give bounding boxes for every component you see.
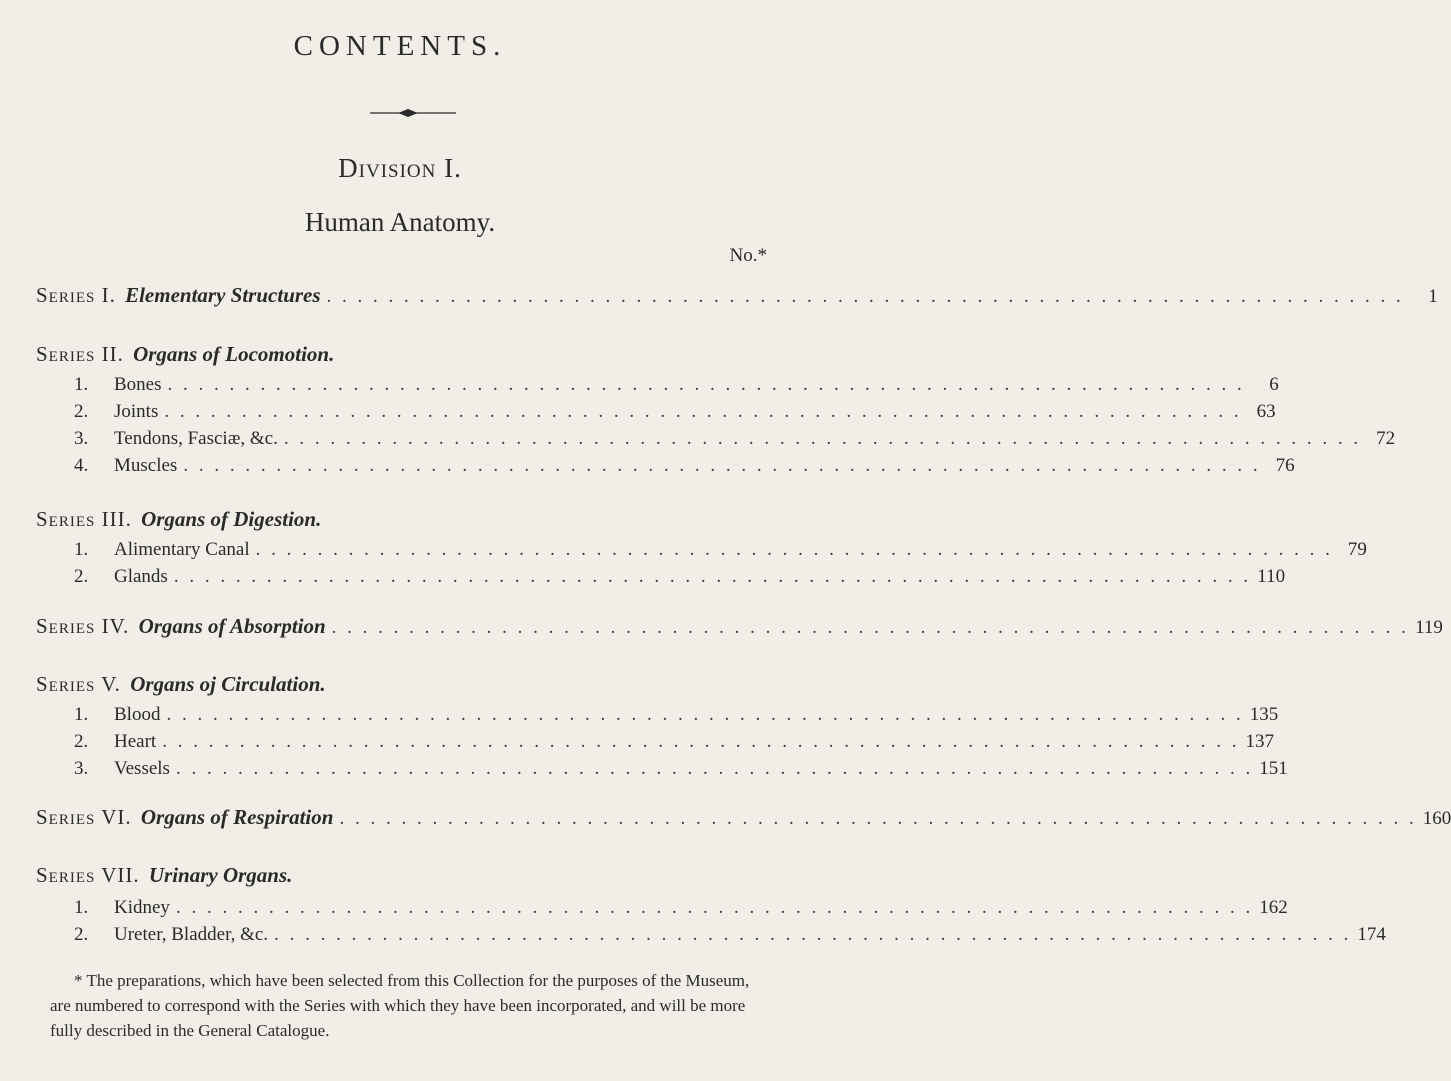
series-title: Organs of Absorption	[138, 614, 326, 638]
item-label: Kidney	[114, 897, 170, 918]
toc-entry-series-4	[36, 614, 1443, 640]
leader-dots: . . . . . . . . . . . . . . . . . . . . . . . . . . . . . . . . . . . . . . . . . . . . . . . . . . . . . . . . . . . . . . . . . . . . . .	[175, 897, 1254, 918]
toc-entry	[74, 401, 1276, 427]
item-number: 2.	[74, 731, 89, 752]
page-number: 110	[1257, 566, 1286, 587]
page-number: 151	[1259, 758, 1288, 779]
page-number: 1	[1428, 286, 1438, 307]
item-label: Heart	[114, 731, 157, 752]
leader-dots: . . . . . . . . . . . . . . . . . . . . . . . . . . . . . . . . . . . . . . . . . . . . . . . . . . . . . . . . . . . . . . . . . . . . . .	[183, 455, 1261, 476]
footnote: * The preparations, which have been selected from this Collection for the purposes of the Museum, are numbered to correspond with the Series with which they have been incorporated, and will be more fully described in the General Catalogue.	[50, 971, 750, 1040]
toc-entry	[74, 455, 1295, 481]
leader-dots: . . . . . . . . . . . . . . . . . . . . . . . . . . . . . . . . . . . . . . . . . . . . . . . . . . . . . . . . . . . . . . . . . . . . . .	[339, 808, 1417, 829]
leader-dots: . . . . . . . . . . . . . . . . . . . . . . . . . . . . . . . . . . . . . . . . . . . . . . . . . . . . . . . . . . . . . . . . . . . . . .	[274, 924, 1352, 945]
toc-entry-series-1	[36, 283, 1438, 309]
item-label: Alimentary Canal	[114, 539, 250, 560]
page-number: 162	[1259, 897, 1288, 918]
leader-dots: . . . . . . . . . . . . . . . . . . . . . . . . . . . . . . . . . . . . . . . . . . . . . . . . . . . . . . . . . . . . . . . . . . . . . .	[175, 758, 1254, 779]
page-number-column-header: No.*	[729, 245, 767, 266]
leader-dots: . . . . . . . . . . . . . . . . . . . . . . . . . . . . . . . . . . . . . . . . . . . . . . . . . . . . . . . . . . . . . . . . . . . . . .	[164, 401, 1242, 422]
item-label: Tendons, Fasciæ, &c.	[114, 428, 278, 449]
page-number: 137	[1245, 731, 1274, 752]
series-label: Series VI.	[36, 805, 132, 829]
item-number: 2.	[74, 566, 89, 587]
toc-entry	[74, 539, 1367, 565]
item-label: Vessels	[114, 758, 170, 779]
series-label: Series III.	[36, 507, 132, 531]
page-number: 63	[1256, 401, 1276, 422]
toc-entry	[74, 897, 1288, 923]
item-number: 1.	[74, 897, 89, 918]
series-title: Organs of Respiration	[140, 805, 334, 829]
series-heading	[36, 342, 334, 367]
series-heading	[36, 283, 321, 308]
toc-entry	[74, 374, 1279, 400]
series-heading	[36, 614, 326, 639]
series-title: Urinary Organs.	[148, 863, 293, 887]
page-number: 160	[1422, 808, 1451, 829]
item-number: 1.	[74, 539, 89, 560]
item-label: Bones	[114, 374, 162, 395]
series-label: Series I.	[36, 283, 116, 307]
page-number: 135	[1249, 704, 1279, 725]
leader-dots: . . . . . . . . . . . . . . . . . . . . . . . . . . . . . . . . . . . . . . . . . . . . . . . . . . . . . . . . . . . . . . . . . . . . . .	[166, 704, 1244, 725]
toc-entry	[74, 566, 1286, 592]
toc-entry	[74, 924, 1386, 950]
toc-entry	[74, 758, 1288, 784]
page-number: 119	[1415, 617, 1443, 638]
item-label: Joints	[114, 401, 159, 422]
series-title: Organs of Digestion.	[141, 507, 322, 531]
leader-dots: . . . . . . . . . . . . . . . . . . . . . . . . . . . . . . . . . . . . . . . . . . . . . . . . . . . . . . . . . . . . . . . . . . . . . .	[326, 286, 1404, 307]
toc-entry	[74, 704, 1279, 730]
leader-dots: . . . . . . . . . . . . . . . . . . . . . . . . . . . . . . . . . . . . . . . . . . . . . . . . . . . . . . . . . . . . . . . . . . . . . .	[283, 428, 1362, 449]
item-number: 2.	[74, 401, 89, 422]
series-label: Series VII.	[36, 863, 140, 887]
series-label: Series II.	[36, 342, 124, 366]
page-number: 76	[1275, 455, 1295, 476]
series-title: Elementary Structures	[125, 283, 321, 307]
series-heading	[36, 863, 292, 888]
division-heading: Division I.	[338, 153, 462, 183]
item-number: 2.	[74, 924, 89, 945]
leader-dots: . . . . . . . . . . . . . . . . . . . . . . . . . . . . . . . . . . . . . . . . . . . . . . . . . . . . . . . . . . . . . . . . . . . . . .	[173, 566, 1252, 587]
leader-dots: . . . . . . . . . . . . . . . . . . . . . . . . . . . . . . . . . . . . . . . . . . . . . . . . . . . . . . . . . . . . . . . . . . . . . .	[255, 539, 1333, 560]
series-label: Series IV.	[36, 614, 130, 638]
page-title: CONTENTS.	[293, 30, 507, 62]
item-number: 1.	[74, 704, 89, 725]
ornament-divider-icon	[370, 108, 456, 118]
page-number: 6	[1269, 374, 1279, 395]
leader-dots: . . . . . . . . . . . . . . . . . . . . . . . . . . . . . . . . . . . . . . . . . . . . . . . . . . . . . . . . . . . . . . . . . . . . . .	[167, 374, 1245, 395]
item-label: Glands	[114, 566, 168, 587]
leader-dots: . . . . . . . . . . . . . . . . . . . . . . . . . . . . . . . . . . . . . . . . . . . . . . . . . . . . . . . . . . . . . . . . . . . . . .	[331, 617, 1409, 638]
series-heading	[36, 672, 326, 697]
series-heading	[36, 805, 333, 830]
item-number: 3.	[74, 758, 89, 779]
page-number: 79	[1347, 539, 1367, 560]
item-label: Muscles	[114, 455, 178, 476]
toc-entry	[74, 731, 1274, 757]
section-subtitle: Human Anatomy.	[304, 207, 496, 237]
toc-entry	[74, 428, 1396, 454]
item-number: 1.	[74, 374, 89, 395]
item-label: Blood	[114, 704, 161, 725]
series-title: Organs of Locomotion.	[133, 342, 335, 366]
item-number: 4.	[74, 455, 89, 476]
series-heading	[36, 507, 321, 532]
item-number: 3.	[74, 428, 89, 449]
page-number: 72	[1376, 428, 1396, 449]
toc-entry-series-6	[36, 805, 1451, 831]
series-title: Organs oj Circulation.	[130, 672, 326, 696]
page-number: 174	[1357, 924, 1386, 945]
item-label: Ureter, Bladder, &c.	[114, 924, 269, 945]
leader-dots: . . . . . . . . . . . . . . . . . . . . . . . . . . . . . . . . . . . . . . . . . . . . . . . . . . . . . . . . . . . . . . . . . . . . . .	[162, 731, 1240, 752]
series-label: Series V.	[36, 672, 121, 696]
